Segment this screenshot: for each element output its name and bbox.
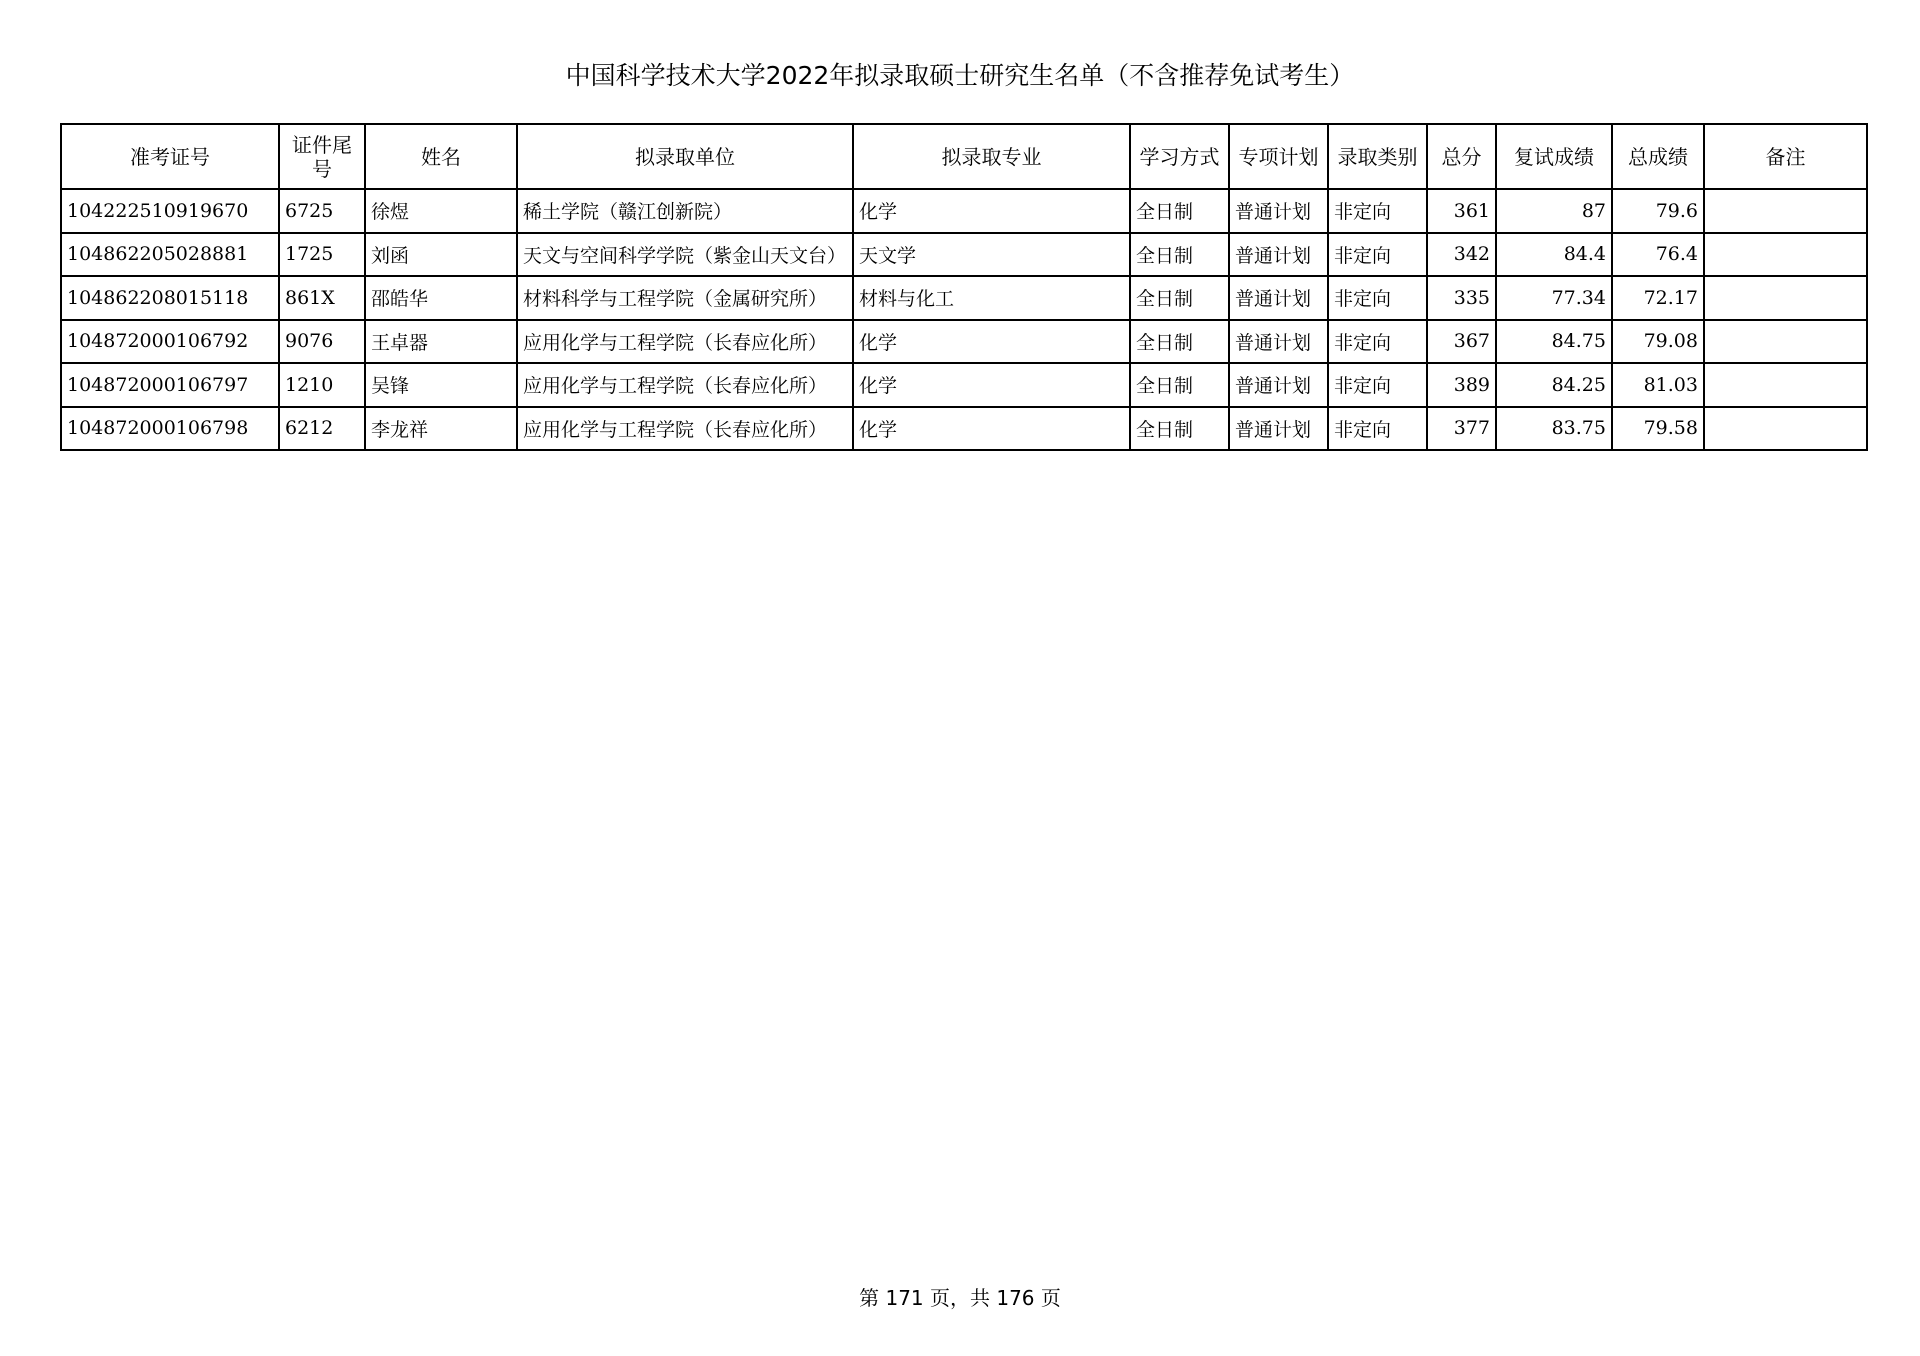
table-body — [61, 189, 1867, 450]
final-score-cell: 79.58 — [1612, 407, 1704, 451]
major-cell: 材料与化工 — [853, 276, 1130, 320]
table-row — [61, 276, 1867, 320]
total-score-cell: 335 — [1427, 276, 1496, 320]
id-suffix-cell: 861X — [279, 276, 365, 320]
remarks-cell — [1704, 189, 1867, 233]
id-suffix-cell: 6212 — [279, 407, 365, 451]
admission-type-cell: 非定向 — [1328, 233, 1427, 277]
col-header-study-mode: 学习方式 — [1130, 124, 1229, 189]
study-mode-cell: 全日制 — [1130, 233, 1229, 277]
final-score-cell: 79.08 — [1612, 320, 1704, 364]
retest-score-cell: 87 — [1496, 189, 1612, 233]
name-cell: 李龙祥 — [365, 407, 517, 451]
total-score-cell: 361 — [1427, 189, 1496, 233]
special-plan-cell: 普通计划 — [1229, 320, 1328, 364]
retest-score-cell: 83.75 — [1496, 407, 1612, 451]
col-header-final-score: 总成绩 — [1612, 124, 1704, 189]
total-score-cell: 342 — [1427, 233, 1496, 277]
name-cell: 徐煜 — [365, 189, 517, 233]
exam-id-cell: 104222510919670 — [61, 189, 279, 233]
unit-cell: 天文与空间科学学院（紫金山天文台） — [517, 233, 853, 277]
retest-score-cell: 84.75 — [1496, 320, 1612, 364]
study-mode-cell: 全日制 — [1130, 320, 1229, 364]
total-score-cell: 367 — [1427, 320, 1496, 364]
id-suffix-cell: 1210 — [279, 363, 365, 407]
col-header-retest-score: 复试成绩 — [1496, 124, 1612, 189]
total-score-cell: 377 — [1427, 407, 1496, 451]
exam-id-cell: 104862208015118 — [61, 276, 279, 320]
col-header-unit: 拟录取单位 — [517, 124, 853, 189]
admission-table — [60, 123, 1868, 451]
retest-score-cell: 84.4 — [1496, 233, 1612, 277]
page-title: 中国科学技术大学2022年拟录取硕士研究生名单（不含推荐免试考生） — [565, 61, 1355, 90]
special-plan-cell: 普通计划 — [1229, 233, 1328, 277]
id-suffix-cell: 1725 — [279, 233, 365, 277]
exam-id-cell: 104872000106797 — [61, 363, 279, 407]
study-mode-cell: 全日制 — [1130, 189, 1229, 233]
remarks-cell — [1704, 233, 1867, 277]
col-header-admission-type: 录取类别 — [1328, 124, 1427, 189]
admission-type-cell: 非定向 — [1328, 189, 1427, 233]
admission-type-cell: 非定向 — [1328, 320, 1427, 364]
final-score-cell: 81.03 — [1612, 363, 1704, 407]
major-cell: 化学 — [853, 363, 1130, 407]
table-row — [61, 407, 1867, 451]
col-header-exam-id: 准考证号 — [61, 124, 279, 189]
final-score-cell: 79.6 — [1612, 189, 1704, 233]
col-header-special-plan: 专项计划 — [1229, 124, 1328, 189]
major-cell: 化学 — [853, 320, 1130, 364]
page-footer: 第 171 页，共 176 页 — [859, 1286, 1061, 1310]
exam-id-cell: 104872000106792 — [61, 320, 279, 364]
name-cell: 王卓器 — [365, 320, 517, 364]
table-header-row — [61, 124, 1867, 189]
col-header-major: 拟录取专业 — [853, 124, 1130, 189]
table-row — [61, 189, 1867, 233]
name-cell: 吴锋 — [365, 363, 517, 407]
final-score-cell: 72.17 — [1612, 276, 1704, 320]
admission-type-cell: 非定向 — [1328, 407, 1427, 451]
remarks-cell — [1704, 407, 1867, 451]
col-header-name: 姓名 — [365, 124, 517, 189]
special-plan-cell: 普通计划 — [1229, 189, 1328, 233]
table-row — [61, 233, 1867, 277]
major-cell: 化学 — [853, 407, 1130, 451]
study-mode-cell: 全日制 — [1130, 276, 1229, 320]
special-plan-cell: 普通计划 — [1229, 363, 1328, 407]
table-row — [61, 363, 1867, 407]
retest-score-cell: 84.25 — [1496, 363, 1612, 407]
retest-score-cell: 77.34 — [1496, 276, 1612, 320]
study-mode-cell: 全日制 — [1130, 363, 1229, 407]
remarks-cell — [1704, 320, 1867, 364]
total-score-cell: 389 — [1427, 363, 1496, 407]
unit-cell: 材料科学与工程学院（金属研究所） — [517, 276, 853, 320]
remarks-cell — [1704, 276, 1867, 320]
col-header-id-suffix: 证件尾号 — [279, 124, 365, 189]
id-suffix-cell: 9076 — [279, 320, 365, 364]
remarks-cell — [1704, 363, 1867, 407]
unit-cell: 应用化学与工程学院（长春应化所） — [517, 320, 853, 364]
name-cell: 邵皓华 — [365, 276, 517, 320]
admission-type-cell: 非定向 — [1328, 276, 1427, 320]
name-cell: 刘函 — [365, 233, 517, 277]
major-cell: 化学 — [853, 189, 1130, 233]
exam-id-cell: 104872000106798 — [61, 407, 279, 451]
study-mode-cell: 全日制 — [1130, 407, 1229, 451]
id-suffix-cell: 6725 — [279, 189, 365, 233]
col-header-remarks: 备注 — [1704, 124, 1867, 189]
special-plan-cell: 普通计划 — [1229, 407, 1328, 451]
major-cell: 天文学 — [853, 233, 1130, 277]
unit-cell: 应用化学与工程学院（长春应化所） — [517, 363, 853, 407]
col-header-total-score: 总分 — [1427, 124, 1496, 189]
unit-cell: 应用化学与工程学院（长春应化所） — [517, 407, 853, 451]
admission-type-cell: 非定向 — [1328, 363, 1427, 407]
exam-id-cell: 104862205028881 — [61, 233, 279, 277]
final-score-cell: 76.4 — [1612, 233, 1704, 277]
table-row — [61, 320, 1867, 364]
special-plan-cell: 普通计划 — [1229, 276, 1328, 320]
unit-cell: 稀土学院（赣江创新院） — [517, 189, 853, 233]
